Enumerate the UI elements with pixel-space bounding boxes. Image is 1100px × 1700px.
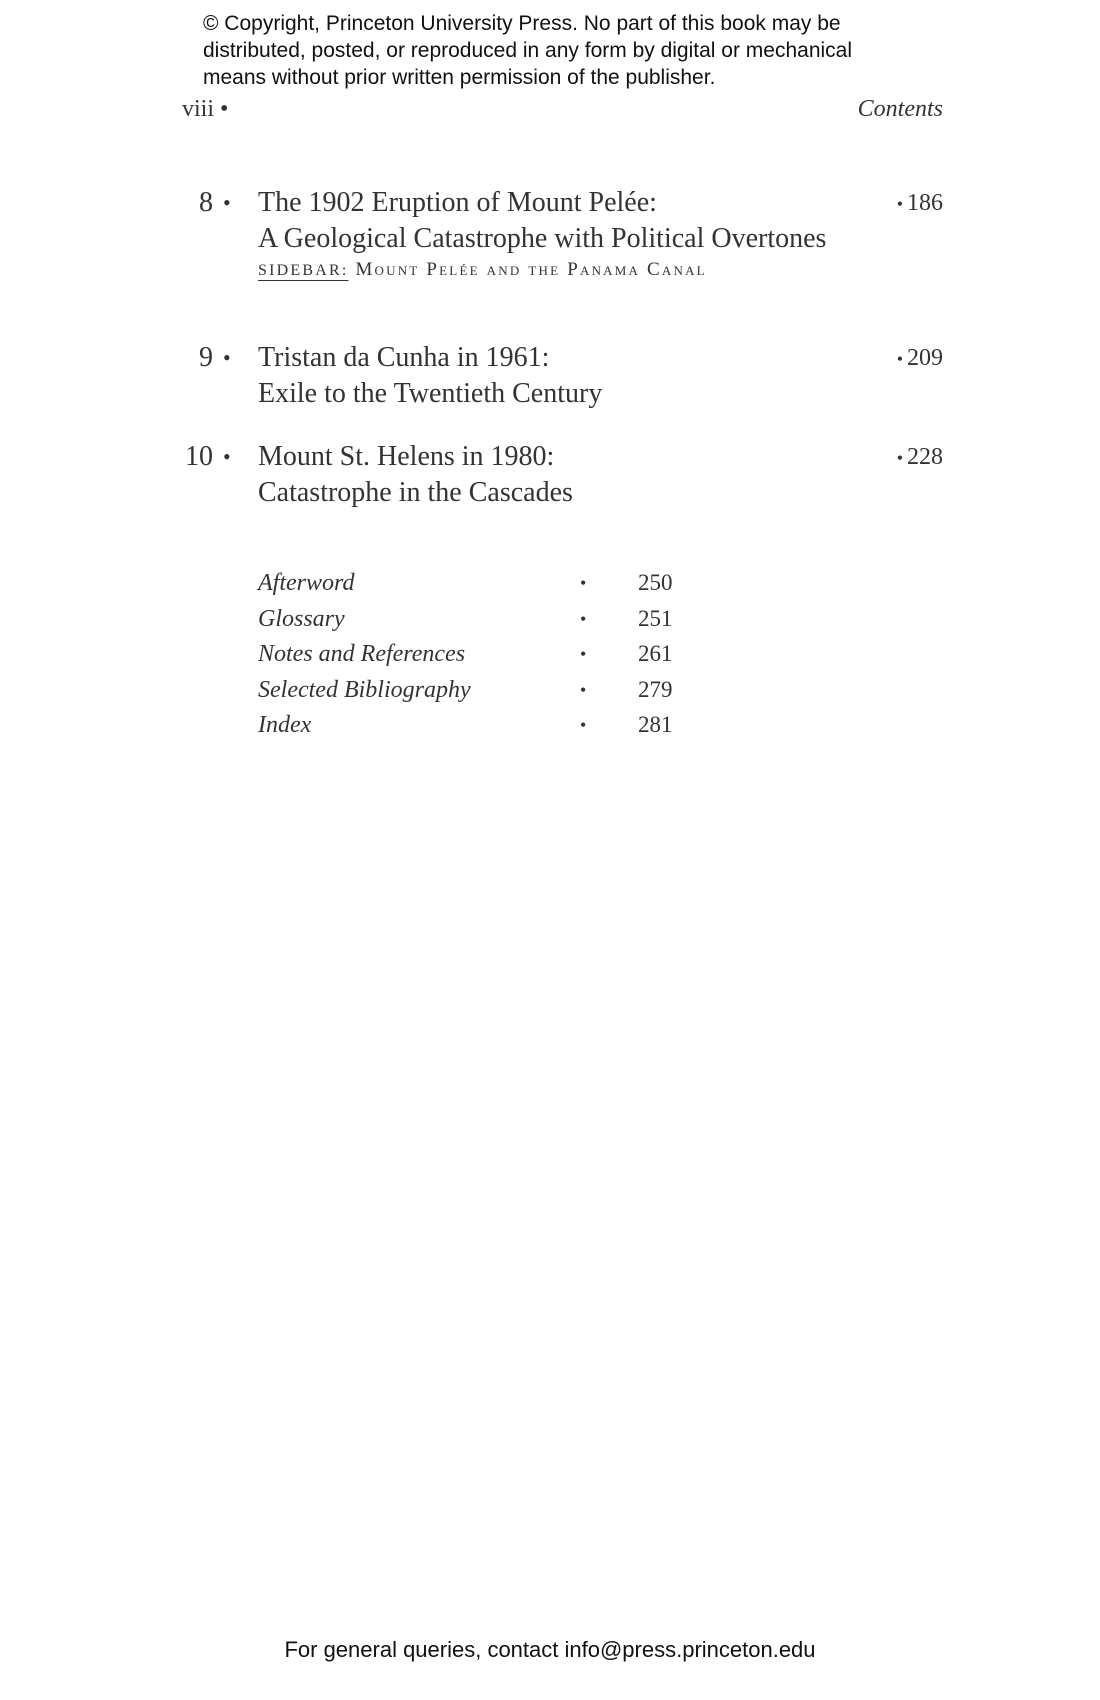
chapter-title-line: A Geological Catastrophe with Political Overtones bbox=[258, 223, 827, 254]
sidebar-tag: SIDEBAR: bbox=[258, 262, 349, 279]
copyright-line: distributed, posted, or reproduced in any form by digital or mechanical bbox=[203, 39, 853, 62]
chapter-title-line: Exile to the Twentieth Century bbox=[258, 378, 603, 409]
chapter-page-number: • 186 bbox=[896, 190, 943, 216]
chapter-bullet: • bbox=[223, 345, 231, 370]
copyright-notice bbox=[203, 10, 923, 91]
backmatter-list bbox=[0, 566, 1100, 744]
chapter-title-line: Mount St. Helens in 1980: bbox=[258, 441, 555, 472]
chapter-page-number: • 228 bbox=[896, 444, 943, 470]
backmatter-item-glossary[interactable] bbox=[0, 602, 1100, 638]
backmatter-bullet: • bbox=[580, 644, 587, 664]
backmatter-page: 261 bbox=[638, 641, 673, 666]
chapter-bullet: • bbox=[223, 190, 231, 215]
backmatter-label: Selected Bibliography bbox=[258, 676, 471, 703]
chapter-page-value: 228 bbox=[907, 444, 943, 470]
chapter-number: 8 bbox=[199, 187, 213, 218]
chapter-page-value: 186 bbox=[907, 190, 943, 216]
backmatter-item-afterword[interactable] bbox=[0, 566, 1100, 602]
footer-contact: For general queries, contact info@press.princeton.edu bbox=[284, 1637, 816, 1662]
backmatter-label: Notes and References bbox=[258, 641, 466, 667]
backmatter-page: 251 bbox=[638, 605, 673, 631]
running-head-section: Contents bbox=[857, 96, 943, 122]
sidebar-title: Mount Pelée and the Panama Canal bbox=[355, 259, 707, 280]
chapter-title-line: The 1902 Eruption of Mount Pelée: bbox=[258, 187, 657, 218]
chapter-page-value: 209 bbox=[907, 345, 943, 371]
backmatter-page: 281 bbox=[638, 712, 673, 737]
backmatter-item-bibliography[interactable] bbox=[0, 673, 1100, 709]
backmatter-label: Afterword bbox=[258, 570, 355, 596]
backmatter-item-index[interactable] bbox=[0, 708, 1100, 744]
backmatter-page: 250 bbox=[638, 570, 673, 595]
chapter-number: 9 bbox=[199, 342, 213, 373]
backmatter-bullet: • bbox=[580, 715, 587, 735]
backmatter-item-notes[interactable] bbox=[0, 637, 1100, 673]
backmatter-bullet: • bbox=[580, 608, 587, 629]
chapter-number: 10 bbox=[185, 441, 213, 472]
chapter-page-number: • 209 bbox=[896, 345, 943, 371]
copyright-line: means without prior written permission of the publisher. bbox=[203, 66, 716, 89]
chapter-bullet: • bbox=[223, 444, 231, 469]
sidebar-entry bbox=[258, 259, 707, 281]
backmatter-bullet: • bbox=[580, 679, 587, 700]
chapter-title-line: Tristan da Cunha in 1961: bbox=[258, 342, 550, 373]
chapter-title-line: Catastrophe in the Cascades bbox=[258, 477, 573, 508]
backmatter-label: Glossary bbox=[258, 605, 345, 632]
backmatter-page: 279 bbox=[638, 676, 673, 702]
copyright-line: © Copyright, Princeton University Press. No part of this book may be bbox=[203, 12, 841, 35]
backmatter-label: Index bbox=[258, 712, 312, 738]
running-head-page-number: viii • bbox=[182, 96, 229, 122]
backmatter-bullet: • bbox=[580, 573, 587, 593]
